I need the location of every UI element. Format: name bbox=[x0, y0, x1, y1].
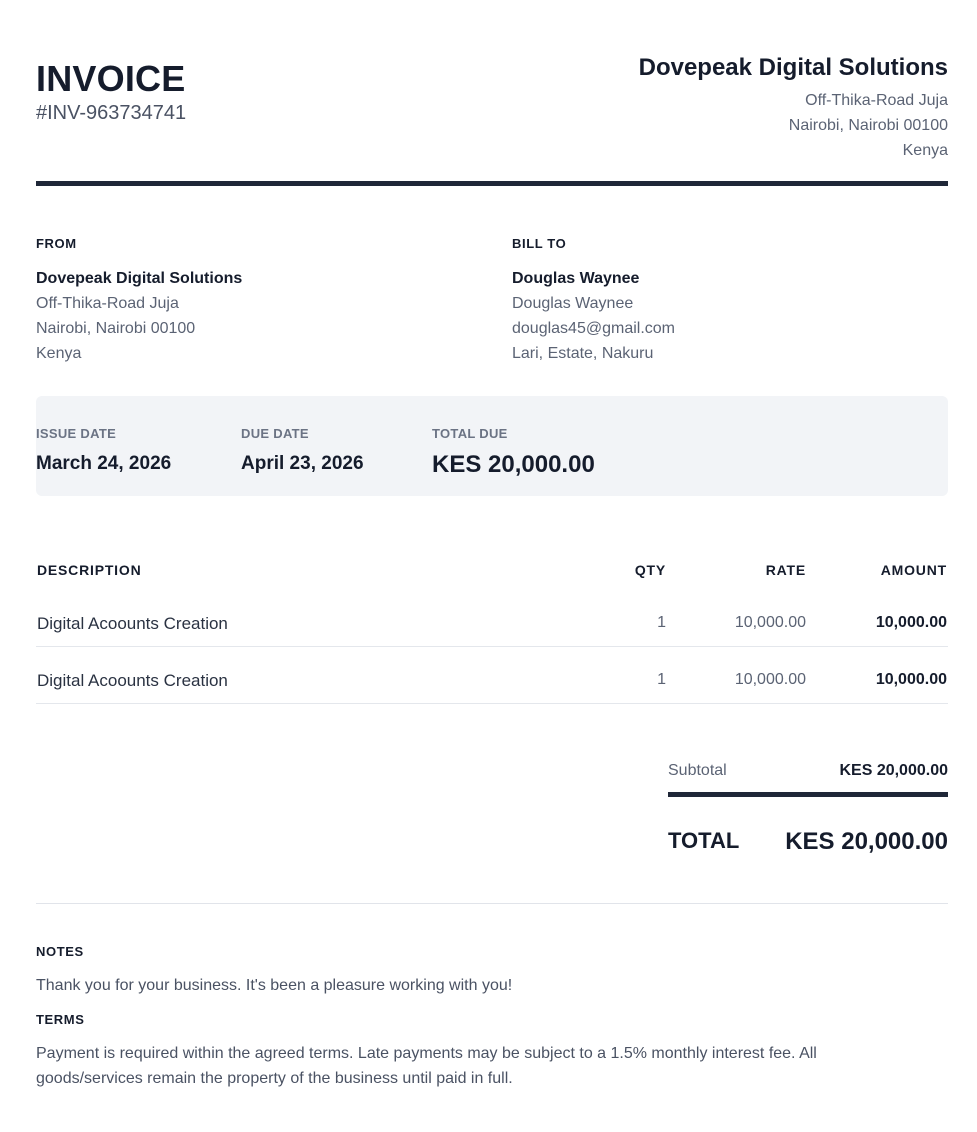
from-line2: Nairobi, Nairobi 00100 bbox=[36, 320, 196, 337]
issue-date-block bbox=[36, 426, 171, 475]
due-date-block bbox=[241, 426, 364, 475]
row-qty: 1 bbox=[657, 671, 666, 688]
notes-label: NOTES bbox=[36, 944, 84, 959]
row-rate: 10,000.00 bbox=[734, 614, 806, 631]
row-qty: 1 bbox=[657, 614, 666, 631]
from-line1: Off-Thika-Road Juja bbox=[36, 295, 179, 312]
line-items-table bbox=[36, 556, 948, 704]
bill-to-email: douglas45@gmail.com bbox=[512, 320, 675, 337]
business-name: Dovepeak Digital Solutions bbox=[638, 54, 948, 81]
subtotal-row bbox=[668, 756, 948, 790]
footer-divider bbox=[36, 903, 948, 904]
header-divider bbox=[36, 181, 948, 186]
row-amount: 10,000.00 bbox=[875, 671, 947, 688]
due-date-label: DUE DATE bbox=[241, 426, 309, 441]
table-row bbox=[36, 590, 948, 647]
due-date-value: April 23, 2026 bbox=[241, 453, 364, 474]
totals-divider bbox=[668, 792, 948, 797]
dates-panel bbox=[36, 396, 948, 496]
grand-total-value: KES 20,000.00 bbox=[785, 828, 948, 855]
total-due-block bbox=[432, 426, 595, 479]
invoice-container bbox=[36, 0, 948, 1087]
header-qty: QTY bbox=[634, 562, 666, 578]
business-address-line1: Off-Thika-Road Juja bbox=[805, 92, 948, 109]
from-label: FROM bbox=[36, 236, 77, 251]
grand-total-row bbox=[668, 828, 948, 862]
from-line3: Kenya bbox=[36, 345, 82, 362]
row-rate: 10,000.00 bbox=[734, 671, 806, 688]
header-description: DESCRIPTION bbox=[37, 562, 142, 578]
row-amount: 10,000.00 bbox=[875, 614, 947, 631]
bill-to-block bbox=[512, 236, 675, 366]
bill-to-address: Lari, Estate, Nakuru bbox=[512, 345, 654, 362]
subtotal-label: Subtotal bbox=[668, 762, 727, 779]
row-description: Digital Acoounts Creation bbox=[37, 671, 228, 690]
business-info bbox=[639, 54, 948, 163]
total-due-value: KES 20,000.00 bbox=[432, 451, 595, 478]
from-name: Dovepeak Digital Solutions bbox=[36, 270, 243, 287]
parties-section bbox=[36, 236, 948, 376]
bill-to-label: BILL TO bbox=[512, 236, 567, 251]
totals-section bbox=[668, 756, 948, 855]
business-country: Kenya bbox=[902, 142, 948, 159]
table-row bbox=[36, 647, 948, 704]
business-address-line2: Nairobi, Nairobi 00100 bbox=[788, 117, 948, 134]
table-header bbox=[36, 556, 948, 590]
issue-date-label: ISSUE DATE bbox=[36, 426, 117, 441]
header-amount: AMOUNT bbox=[880, 562, 947, 578]
header-rate: RATE bbox=[765, 562, 806, 578]
subtotal-value: KES 20,000.00 bbox=[839, 762, 948, 779]
grand-total-label: TOTAL bbox=[668, 828, 740, 853]
notes-terms-section bbox=[36, 944, 948, 1091]
bill-to-line1: Douglas Waynee bbox=[512, 295, 634, 312]
from-block bbox=[36, 236, 242, 366]
invoice-number: #INV-963734741 bbox=[36, 102, 187, 124]
issue-date-value: March 24, 2026 bbox=[36, 453, 172, 474]
terms-label: TERMS bbox=[36, 1012, 85, 1027]
invoice-header bbox=[36, 0, 948, 188]
notes-text: Thank you for your business. It's been a pleasure working with you! bbox=[36, 977, 513, 994]
row-description: Digital Acoounts Creation bbox=[37, 614, 228, 633]
bill-to-name: Douglas Waynee bbox=[512, 270, 640, 287]
terms-text: Payment is required within the agreed terms. Late payments may be subject to a 1.5% monthly interest fee. All goods/services remain the property of the business until paid in full. bbox=[36, 1045, 817, 1087]
invoice-title: INVOICE bbox=[36, 58, 186, 99]
total-due-label: TOTAL DUE bbox=[432, 426, 508, 441]
